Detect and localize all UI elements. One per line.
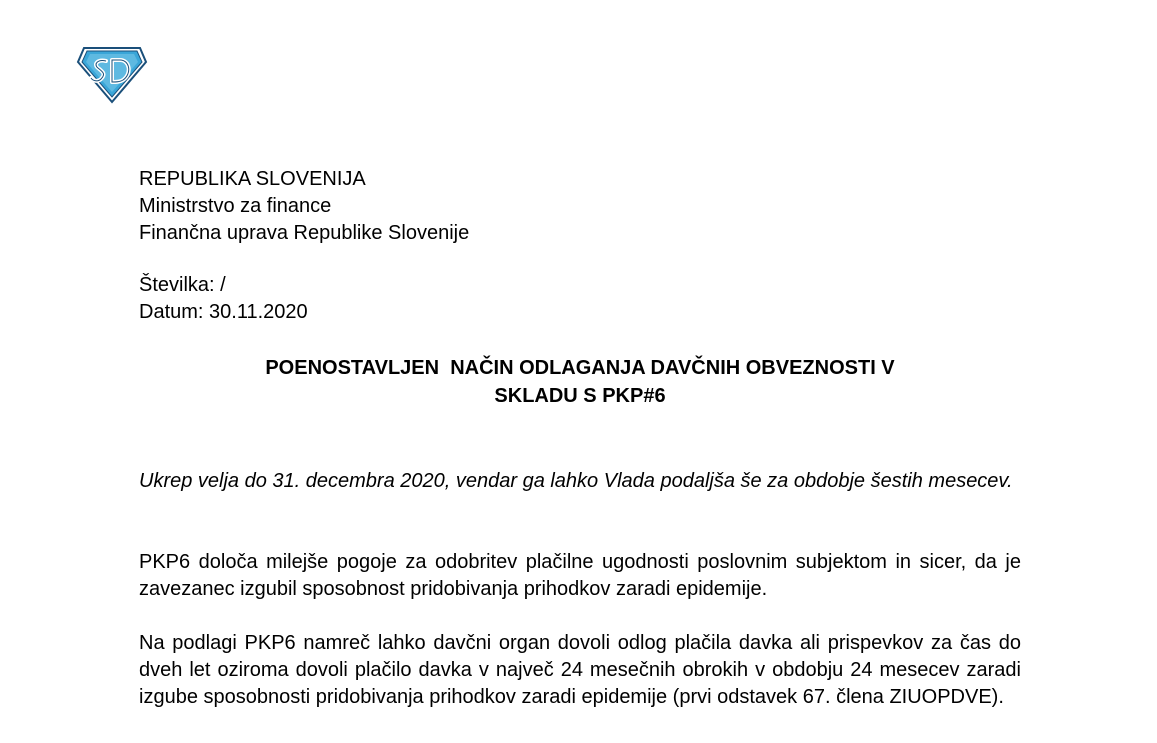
document-title: [139, 354, 1021, 410]
issuer-country: REPUBLIKA SLOVENIJA: [139, 168, 366, 190]
paragraph-validity: Ukrep velja do 31. decembra 2020, vendar ga lahko Vlada podaljša še za obdobje šestih mesecev.: [139, 470, 1013, 492]
title-line-1: POENOSTAVLJEN NAČIN ODLAGANJA DAVČNIH OBVEZNOSTI V: [265, 357, 895, 379]
issuer-office: Finančna uprava Republike Slovenije: [139, 222, 470, 244]
document-meta: [139, 272, 308, 326]
document-date: Datum: 30.11.2020: [139, 301, 308, 323]
paragraph-conditions: PKP6 določa milejše pogoje za odobritev plačilne ugodnosti poslovnim subjektom in sicer, da je zavezanec izgubil sposobnost pridobivanja prihodkov zaradi epidemije.: [139, 551, 1021, 600]
document-number: Številka: /: [139, 274, 226, 296]
issuer-header: [139, 166, 469, 247]
paragraph-deferral: Na podlagi PKP6 namreč lahko davčni organ dovoli odlog plačila davka ali prispevkov za čas do dveh let oziroma dovoli plačilo davka v največ 24 mesečnih obrokih v obdobju 24 mesecev zaradi izgube sposobnosti pridobivanja prihodkov zaradi epidemije (prvi odstavek 67. člena ZIUOPDVE).: [139, 632, 1021, 708]
shield-sd-logo-icon: [76, 44, 148, 106]
title-line-2: SKLADU S PKP#6: [494, 385, 666, 407]
issuer-ministry: Ministrstvo za finance: [139, 195, 332, 217]
